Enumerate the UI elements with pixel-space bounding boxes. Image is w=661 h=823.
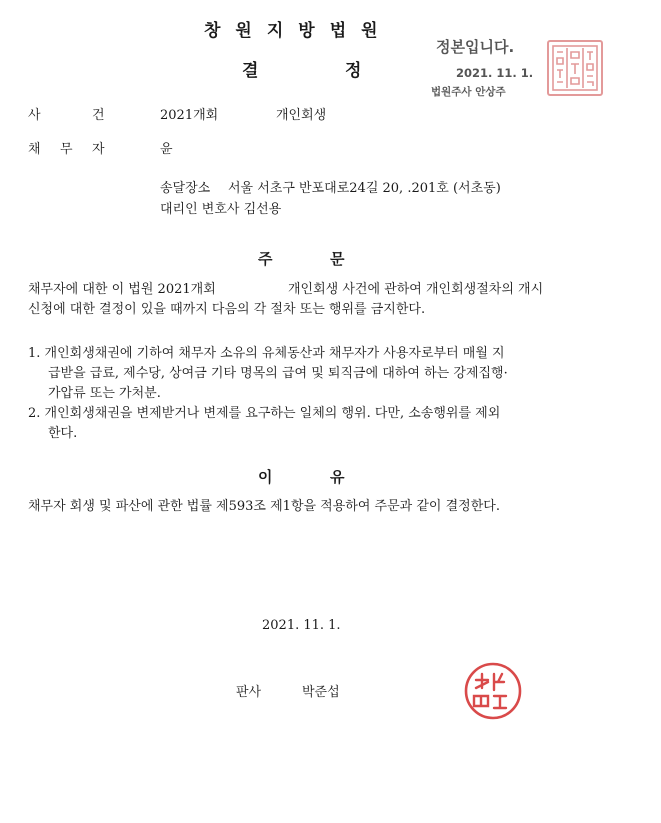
certification-date: 2021. 11. 1. [456,66,534,80]
judge-seal [462,660,524,722]
square-seal-icon [549,42,601,94]
decision-date: 2021. 11. 1. [262,618,341,633]
legal-agent: 대리인 변호사 김선용 [160,202,282,217]
case-label-1: 사 [28,108,41,123]
reason-heading-left: 이 [258,468,273,486]
order-item1-line2: 급받을 급료, 제수당, 상여금 기타 명목의 급여 및 퇴직금에 대하여 하는 강제집행· [48,366,508,381]
order-heading-right: 문 [330,250,345,268]
service-address: 서울 서초구 반포대로24길 20, .201호 (서초동) [228,181,501,196]
order-intro-line2: 신청에 대한 결정이 있을 때까지 다음의 각 절차 또는 행위를 금지한다. [28,302,426,317]
order-heading-left: 주 [258,250,273,268]
order-item1-line1: 1. 개인회생채권에 기하여 채무자 소유의 유체동산과 채무자가 사용자로부터 매월 지 [28,346,505,361]
round-seal-icon [462,660,524,722]
court-name: 창원지방법원 [204,21,393,41]
court-clerk-seal [547,40,603,96]
case-number: 2021개회 [160,108,219,123]
order-item1-line3: 가압류 또는 가처분. [48,386,161,401]
judge-title: 판사 [236,685,262,700]
service-address-label: 송달장소 [160,181,211,196]
order-item2-line1: 2. 개인회생채권을 변제받거나 변제를 요구하는 일체의 행위. 다만, 소송행위를 제외 [28,406,501,421]
doc-type-right: 정 [345,61,362,81]
judge-name: 박준섭 [302,685,340,700]
debtor-label-3: 자 [92,142,105,157]
reason-text: 채무자 회생 및 파산에 관한 법률 제593조 제1항을 적용하여 주문과 같이 결정한다. [28,499,500,514]
doc-type-left: 결 [242,61,259,81]
order-item2-line2: 한다. [48,426,78,441]
case-name: 개인회생 [276,108,327,123]
order-intro-line1b: 개인회생 사건에 관하여 개인회생절차의 개시 [288,282,544,297]
debtor-name: 윤 [160,142,173,157]
court-clerk: 법원주사 안상주 [431,86,506,98]
case-label-2: 건 [92,108,105,123]
order-intro-line1a: 채무자에 대한 이 법원 2021개회 [28,282,216,297]
reason-heading-right: 유 [330,468,345,486]
certified-copy-label: 정본입니다. [436,38,515,56]
debtor-label-1: 채 [28,142,41,157]
debtor-label-2: 무 [60,142,73,157]
